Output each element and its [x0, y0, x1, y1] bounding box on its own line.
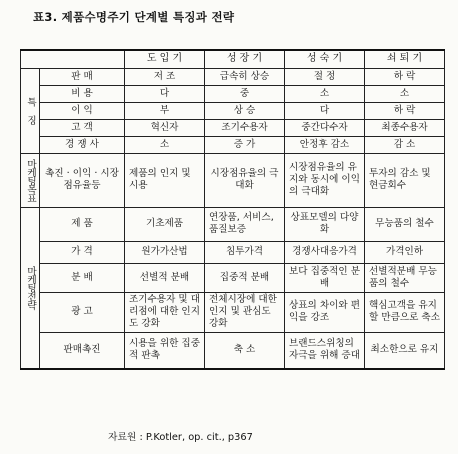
table-cell: 하 락	[365, 68, 445, 85]
row-label: 제 품	[40, 207, 125, 241]
section-label: 마케팅목표	[25, 158, 36, 202]
table-row	[21, 207, 445, 241]
table-cell: 급속히 상승	[205, 68, 285, 85]
row-label: 촉진 · 이익 · 시장점유율등	[40, 153, 125, 207]
stage-header: 성 장 기	[205, 50, 285, 68]
table-cell: 시장점유율의 극대화	[205, 153, 285, 207]
table-cell: 투자의 감소 및 현금회수	[365, 153, 445, 207]
table-cell: 다	[285, 102, 365, 119]
table-cell: 기초제품	[125, 207, 205, 241]
table-row	[21, 153, 445, 207]
table-cell: 다	[125, 85, 205, 102]
section-label-cell	[21, 207, 40, 369]
table-row	[21, 263, 445, 292]
table-cell: 증 가	[205, 136, 285, 153]
table-cell: 중간다수자	[285, 119, 365, 136]
section-label-cell	[21, 68, 40, 153]
source-note: 자료원 : P.Kotler, op. cit., p367	[108, 432, 253, 443]
row-label: 광 고	[40, 292, 125, 332]
table-cell: 연장품, 서비스, 품질보증	[205, 207, 285, 241]
plc-table	[20, 49, 445, 370]
table-cell: 집중적 분배	[205, 263, 285, 292]
row-label: 판 매	[40, 68, 125, 85]
row-label: 고 객	[40, 119, 125, 136]
section-label-cell	[21, 153, 40, 207]
row-label: 경 쟁 사	[40, 136, 125, 153]
stage-header: 쇠 퇴 기	[365, 50, 445, 68]
table-cell: 침투가격	[205, 241, 285, 263]
table-cell: 안정후 감소	[285, 136, 365, 153]
table-cell: 가격인하	[365, 241, 445, 263]
table-cell: 핵심고객을 유지할 만큼으로 축소	[365, 292, 445, 332]
stage-header: 도 입 기	[125, 50, 205, 68]
table-cell: 브랜드스위칭의 자극을 위해 증대	[285, 332, 365, 369]
table-row	[21, 332, 445, 369]
table-cell: 전체시장에 대한 인지 및 관심도 강화	[205, 292, 285, 332]
stage-header: 성 숙 기	[285, 50, 365, 68]
table-cell: 원가가산법	[125, 241, 205, 263]
table-cell: 조기수용자 및 대리점에 대한 인지도 강화	[125, 292, 205, 332]
table-cell: 제품의 인지 및 시용	[125, 153, 205, 207]
table-cell: 소	[365, 85, 445, 102]
table-row	[21, 102, 445, 119]
table-cell: 무능품의 철수	[365, 207, 445, 241]
table-cell: 선별적 분배	[125, 263, 205, 292]
table-cell: 소	[125, 136, 205, 153]
section-label: 마케팅전략	[25, 266, 36, 310]
row-label: 비 용	[40, 85, 125, 102]
table-row	[21, 136, 445, 153]
table-cell: 혁신자	[125, 119, 205, 136]
table-cell: 상표모델의 다양화	[285, 207, 365, 241]
table-cell: 중	[205, 85, 285, 102]
table-cell: 상 승	[205, 102, 285, 119]
row-label: 가 격	[40, 241, 125, 263]
table-cell: 시장점유율의 유지와 동시에 이익의 극대화	[285, 153, 365, 207]
header-row	[21, 50, 445, 68]
row-label: 이 익	[40, 102, 125, 119]
table-cell: 시용을 위한 집중적 판촉	[125, 332, 205, 369]
table-title: 표3. 제품수명주기 단계별 특징과 전략	[33, 10, 235, 24]
header-blank	[21, 50, 125, 68]
table-cell: 상표의 차이와 편익을 강조	[285, 292, 365, 332]
table-row	[21, 85, 445, 102]
table-cell: 소	[285, 85, 365, 102]
table-row	[21, 292, 445, 332]
row-label: 판매촉진	[40, 332, 125, 369]
table-row	[21, 241, 445, 263]
table-cell: 조기수용자	[205, 119, 285, 136]
table-cell: 하 락	[365, 102, 445, 119]
table-row	[21, 68, 445, 85]
section-label: 특 징	[25, 96, 36, 125]
table-cell: 최종수용자	[365, 119, 445, 136]
table-cell: 선별적분배 무능품의 철수	[365, 263, 445, 292]
table-cell: 최소한으로 유지	[365, 332, 445, 369]
table-cell: 부	[125, 102, 205, 119]
table-row	[21, 119, 445, 136]
row-label: 분 배	[40, 263, 125, 292]
table-cell: 감 소	[365, 136, 445, 153]
table-cell: 절 정	[285, 68, 365, 85]
table-cell: 축 소	[205, 332, 285, 369]
table-cell: 경쟁사대응가격	[285, 241, 365, 263]
table-cell: 저 조	[125, 68, 205, 85]
table-cell: 보다 집중적인 분배	[285, 263, 365, 292]
